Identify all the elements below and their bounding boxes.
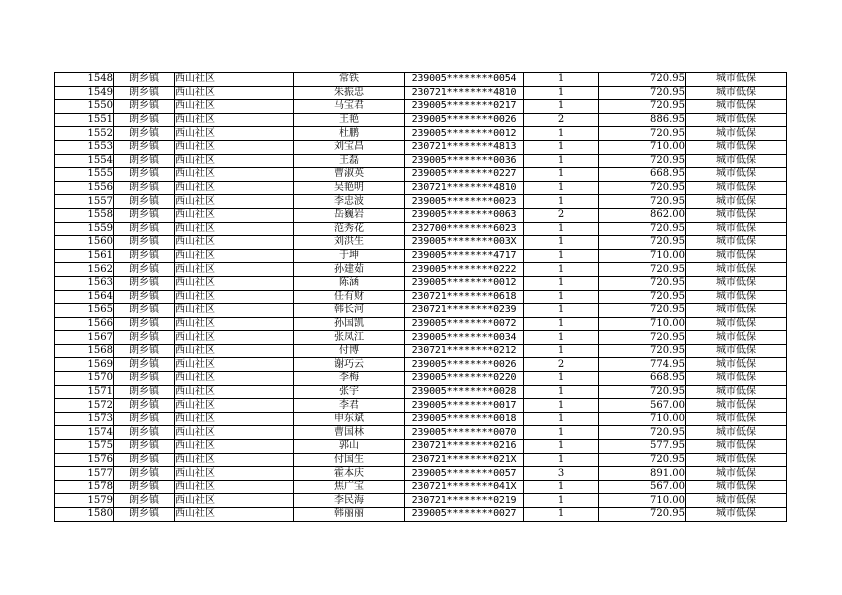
household-count-cell: 1 bbox=[524, 480, 599, 494]
table-row bbox=[55, 385, 787, 399]
town-cell: 朗乡镇 bbox=[114, 290, 175, 304]
table-row bbox=[55, 249, 787, 263]
amount-cell: 720.95 bbox=[599, 127, 686, 141]
row-index-cell: 1560 bbox=[55, 236, 114, 250]
community-cell: 西山社区 bbox=[175, 453, 294, 467]
name-cell: 韩长河 bbox=[294, 304, 405, 318]
name-cell: 李君 bbox=[294, 399, 405, 413]
town-cell: 朗乡镇 bbox=[114, 372, 175, 386]
table-row bbox=[55, 304, 787, 318]
town-cell: 朗乡镇 bbox=[114, 331, 175, 345]
assistance-type-cell: 城市低保 bbox=[686, 385, 787, 399]
town-cell: 朗乡镇 bbox=[114, 467, 175, 481]
table-row bbox=[55, 222, 787, 236]
household-count-cell: 1 bbox=[524, 276, 599, 290]
table-row bbox=[55, 453, 787, 467]
amount-cell: 710.00 bbox=[599, 412, 686, 426]
name-cell: 刘洪生 bbox=[294, 236, 405, 250]
town-cell: 朗乡镇 bbox=[114, 440, 175, 454]
town-cell: 朗乡镇 bbox=[114, 195, 175, 209]
amount-cell: 720.95 bbox=[599, 331, 686, 345]
table-row bbox=[55, 412, 787, 426]
row-index-cell: 1580 bbox=[55, 508, 114, 522]
town-cell: 朗乡镇 bbox=[114, 412, 175, 426]
table-row bbox=[55, 399, 787, 413]
id-number-cell: 232700********6023 bbox=[405, 222, 524, 236]
amount-cell: 720.95 bbox=[599, 344, 686, 358]
row-index-cell: 1563 bbox=[55, 276, 114, 290]
town-cell: 朗乡镇 bbox=[114, 208, 175, 222]
row-index-cell: 1577 bbox=[55, 467, 114, 481]
town-cell: 朗乡镇 bbox=[114, 222, 175, 236]
amount-cell: 720.95 bbox=[599, 290, 686, 304]
household-count-cell: 1 bbox=[524, 494, 599, 508]
town-cell: 朗乡镇 bbox=[114, 249, 175, 263]
community-cell: 西山社区 bbox=[175, 317, 294, 331]
id-number-cell: 230721********0618 bbox=[405, 290, 524, 304]
town-cell: 朗乡镇 bbox=[114, 154, 175, 168]
household-count-cell: 1 bbox=[524, 86, 599, 100]
id-number-cell: 239005********0023 bbox=[405, 195, 524, 209]
row-index-cell: 1566 bbox=[55, 317, 114, 331]
id-number-cell: 239005********0057 bbox=[405, 467, 524, 481]
household-count-cell: 1 bbox=[524, 73, 599, 87]
assistance-type-cell: 城市低保 bbox=[686, 140, 787, 154]
assistance-type-cell: 城市低保 bbox=[686, 276, 787, 290]
community-cell: 西山社区 bbox=[175, 86, 294, 100]
community-cell: 西山社区 bbox=[175, 154, 294, 168]
table-row bbox=[55, 140, 787, 154]
row-index-cell: 1564 bbox=[55, 290, 114, 304]
id-number-cell: 239005********0217 bbox=[405, 100, 524, 114]
table-row bbox=[55, 494, 787, 508]
community-cell: 西山社区 bbox=[175, 440, 294, 454]
household-count-cell: 1 bbox=[524, 195, 599, 209]
row-index-cell: 1571 bbox=[55, 385, 114, 399]
community-cell: 西山社区 bbox=[175, 331, 294, 345]
town-cell: 朗乡镇 bbox=[114, 276, 175, 290]
assistance-type-cell: 城市低保 bbox=[686, 480, 787, 494]
household-count-cell: 1 bbox=[524, 290, 599, 304]
assistance-type-cell: 城市低保 bbox=[686, 208, 787, 222]
town-cell: 朗乡镇 bbox=[114, 399, 175, 413]
row-index-cell: 1558 bbox=[55, 208, 114, 222]
community-cell: 西山社区 bbox=[175, 113, 294, 127]
town-cell: 朗乡镇 bbox=[114, 236, 175, 250]
assistance-type-cell: 城市低保 bbox=[686, 426, 787, 440]
household-count-cell: 1 bbox=[524, 317, 599, 331]
row-index-cell: 1565 bbox=[55, 304, 114, 318]
table-row bbox=[55, 154, 787, 168]
table-row bbox=[55, 181, 787, 195]
assistance-type-cell: 城市低保 bbox=[686, 86, 787, 100]
assistance-type-cell: 城市低保 bbox=[686, 154, 787, 168]
table-row bbox=[55, 113, 787, 127]
name-cell: 朱振忠 bbox=[294, 86, 405, 100]
amount-cell: 886.95 bbox=[599, 113, 686, 127]
name-cell: 王艳 bbox=[294, 113, 405, 127]
table-row bbox=[55, 358, 787, 372]
town-cell: 朗乡镇 bbox=[114, 426, 175, 440]
household-count-cell: 1 bbox=[524, 344, 599, 358]
community-cell: 西山社区 bbox=[175, 399, 294, 413]
name-cell: 孙国凯 bbox=[294, 317, 405, 331]
assistance-type-cell: 城市低保 bbox=[686, 181, 787, 195]
household-count-cell: 2 bbox=[524, 208, 599, 222]
household-count-cell: 2 bbox=[524, 358, 599, 372]
amount-cell: 720.95 bbox=[599, 181, 686, 195]
assistance-type-cell: 城市低保 bbox=[686, 236, 787, 250]
name-cell: 张宇 bbox=[294, 385, 405, 399]
table-row bbox=[55, 195, 787, 209]
table-row bbox=[55, 168, 787, 182]
community-cell: 西山社区 bbox=[175, 181, 294, 195]
assistance-type-cell: 城市低保 bbox=[686, 317, 787, 331]
town-cell: 朗乡镇 bbox=[114, 86, 175, 100]
household-count-cell: 1 bbox=[524, 263, 599, 277]
row-index-cell: 1555 bbox=[55, 168, 114, 182]
amount-cell: 720.95 bbox=[599, 508, 686, 522]
amount-cell: 720.95 bbox=[599, 100, 686, 114]
amount-cell: 891.00 bbox=[599, 467, 686, 481]
amount-cell: 720.95 bbox=[599, 154, 686, 168]
row-index-cell: 1556 bbox=[55, 181, 114, 195]
row-index-cell: 1568 bbox=[55, 344, 114, 358]
town-cell: 朗乡镇 bbox=[114, 317, 175, 331]
name-cell: 马宝君 bbox=[294, 100, 405, 114]
id-number-cell: 230721********4810 bbox=[405, 86, 524, 100]
row-index-cell: 1574 bbox=[55, 426, 114, 440]
row-index-cell: 1576 bbox=[55, 453, 114, 467]
id-number-cell: 239005********0034 bbox=[405, 331, 524, 345]
town-cell: 朗乡镇 bbox=[114, 480, 175, 494]
id-number-cell: 239005********0028 bbox=[405, 385, 524, 399]
community-cell: 西山社区 bbox=[175, 73, 294, 87]
community-cell: 西山社区 bbox=[175, 263, 294, 277]
amount-cell: 720.95 bbox=[599, 222, 686, 236]
row-index-cell: 1578 bbox=[55, 480, 114, 494]
amount-cell: 720.95 bbox=[599, 195, 686, 209]
table-row bbox=[55, 344, 787, 358]
id-number-cell: 239005********0072 bbox=[405, 317, 524, 331]
row-index-cell: 1557 bbox=[55, 195, 114, 209]
name-cell: 陈涵 bbox=[294, 276, 405, 290]
amount-cell: 567.00 bbox=[599, 480, 686, 494]
id-number-cell: 239005********0220 bbox=[405, 372, 524, 386]
name-cell: 谢巧云 bbox=[294, 358, 405, 372]
id-number-cell: 230721********4810 bbox=[405, 181, 524, 195]
name-cell: 付国生 bbox=[294, 453, 405, 467]
assistance-type-cell: 城市低保 bbox=[686, 344, 787, 358]
assistance-type-cell: 城市低保 bbox=[686, 508, 787, 522]
assistance-type-cell: 城市低保 bbox=[686, 195, 787, 209]
household-count-cell: 1 bbox=[524, 508, 599, 522]
assistance-type-cell: 城市低保 bbox=[686, 263, 787, 277]
name-cell: 曹国林 bbox=[294, 426, 405, 440]
amount-cell: 710.00 bbox=[599, 249, 686, 263]
id-number-cell: 239005********0018 bbox=[405, 412, 524, 426]
id-number-cell: 239005********0027 bbox=[405, 508, 524, 522]
household-count-cell: 1 bbox=[524, 412, 599, 426]
household-count-cell: 1 bbox=[524, 181, 599, 195]
town-cell: 朗乡镇 bbox=[114, 168, 175, 182]
assistance-type-cell: 城市低保 bbox=[686, 412, 787, 426]
row-index-cell: 1569 bbox=[55, 358, 114, 372]
community-cell: 西山社区 bbox=[175, 344, 294, 358]
household-count-cell: 2 bbox=[524, 113, 599, 127]
assistance-type-cell: 城市低保 bbox=[686, 304, 787, 318]
name-cell: 霍本庆 bbox=[294, 467, 405, 481]
table-row bbox=[55, 426, 787, 440]
amount-cell: 720.95 bbox=[599, 236, 686, 250]
amount-cell: 720.95 bbox=[599, 86, 686, 100]
household-count-cell: 3 bbox=[524, 467, 599, 481]
id-number-cell: 239005********4717 bbox=[405, 249, 524, 263]
name-cell: 刘宝昌 bbox=[294, 140, 405, 154]
amount-cell: 720.95 bbox=[599, 73, 686, 87]
name-cell: 韩丽丽 bbox=[294, 508, 405, 522]
community-cell: 西山社区 bbox=[175, 358, 294, 372]
table-row bbox=[55, 331, 787, 345]
table-row bbox=[55, 508, 787, 522]
name-cell: 张凤江 bbox=[294, 331, 405, 345]
household-count-cell: 1 bbox=[524, 154, 599, 168]
amount-cell: 710.00 bbox=[599, 494, 686, 508]
town-cell: 朗乡镇 bbox=[114, 127, 175, 141]
assistance-type-cell: 城市低保 bbox=[686, 494, 787, 508]
community-cell: 西山社区 bbox=[175, 140, 294, 154]
community-cell: 西山社区 bbox=[175, 208, 294, 222]
row-index-cell: 1550 bbox=[55, 100, 114, 114]
id-number-cell: 239005********0070 bbox=[405, 426, 524, 440]
name-cell: 范秀花 bbox=[294, 222, 405, 236]
household-count-cell: 1 bbox=[524, 372, 599, 386]
assistance-type-cell: 城市低保 bbox=[686, 100, 787, 114]
table-row bbox=[55, 86, 787, 100]
town-cell: 朗乡镇 bbox=[114, 100, 175, 114]
household-count-cell: 1 bbox=[524, 426, 599, 440]
row-index-cell: 1559 bbox=[55, 222, 114, 236]
row-index-cell: 1567 bbox=[55, 331, 114, 345]
id-number-cell: 239005********0012 bbox=[405, 127, 524, 141]
community-cell: 西山社区 bbox=[175, 494, 294, 508]
id-number-cell: 239005********0054 bbox=[405, 73, 524, 87]
household-count-cell: 1 bbox=[524, 304, 599, 318]
name-cell: 焦广宝 bbox=[294, 480, 405, 494]
id-number-cell: 239005********0012 bbox=[405, 276, 524, 290]
assistance-type-cell: 城市低保 bbox=[686, 453, 787, 467]
town-cell: 朗乡镇 bbox=[114, 344, 175, 358]
id-number-cell: 230721********0219 bbox=[405, 494, 524, 508]
household-count-cell: 1 bbox=[524, 168, 599, 182]
name-cell: 付博 bbox=[294, 344, 405, 358]
table-row bbox=[55, 127, 787, 141]
table-row bbox=[55, 290, 787, 304]
town-cell: 朗乡镇 bbox=[114, 263, 175, 277]
amount-cell: 862.00 bbox=[599, 208, 686, 222]
community-cell: 西山社区 bbox=[175, 236, 294, 250]
id-number-cell: 230721********0239 bbox=[405, 304, 524, 318]
amount-cell: 720.95 bbox=[599, 453, 686, 467]
community-cell: 西山社区 bbox=[175, 304, 294, 318]
id-number-cell: 239005********0222 bbox=[405, 263, 524, 277]
town-cell: 朗乡镇 bbox=[114, 73, 175, 87]
amount-cell: 710.00 bbox=[599, 140, 686, 154]
community-cell: 西山社区 bbox=[175, 195, 294, 209]
community-cell: 西山社区 bbox=[175, 168, 294, 182]
row-index-cell: 1572 bbox=[55, 399, 114, 413]
community-cell: 西山社区 bbox=[175, 127, 294, 141]
town-cell: 朗乡镇 bbox=[114, 453, 175, 467]
table-row bbox=[55, 100, 787, 114]
amount-cell: 567.00 bbox=[599, 399, 686, 413]
community-cell: 西山社区 bbox=[175, 276, 294, 290]
household-count-cell: 1 bbox=[524, 331, 599, 345]
table-row bbox=[55, 263, 787, 277]
id-number-cell: 239005********003X bbox=[405, 236, 524, 250]
id-number-cell: 230721********0216 bbox=[405, 440, 524, 454]
community-cell: 西山社区 bbox=[175, 222, 294, 236]
household-count-cell: 1 bbox=[524, 140, 599, 154]
household-count-cell: 1 bbox=[524, 249, 599, 263]
community-cell: 西山社区 bbox=[175, 412, 294, 426]
id-number-cell: 230721********021X bbox=[405, 453, 524, 467]
assistance-type-cell: 城市低保 bbox=[686, 222, 787, 236]
table-row bbox=[55, 317, 787, 331]
row-index-cell: 1548 bbox=[55, 73, 114, 87]
assistance-type-cell: 城市低保 bbox=[686, 168, 787, 182]
id-number-cell: 239005********0227 bbox=[405, 168, 524, 182]
assistance-type-cell: 城市低保 bbox=[686, 399, 787, 413]
town-cell: 朗乡镇 bbox=[114, 181, 175, 195]
assistance-type-cell: 城市低保 bbox=[686, 73, 787, 87]
amount-cell: 720.95 bbox=[599, 304, 686, 318]
amount-cell: 577.95 bbox=[599, 440, 686, 454]
name-cell: 申东斌 bbox=[294, 412, 405, 426]
amount-cell: 720.95 bbox=[599, 426, 686, 440]
name-cell: 于坤 bbox=[294, 249, 405, 263]
town-cell: 朗乡镇 bbox=[114, 113, 175, 127]
id-number-cell: 239005********0026 bbox=[405, 358, 524, 372]
household-count-cell: 1 bbox=[524, 222, 599, 236]
community-cell: 西山社区 bbox=[175, 100, 294, 114]
id-number-cell: 230721********0212 bbox=[405, 344, 524, 358]
household-count-cell: 1 bbox=[524, 100, 599, 114]
row-index-cell: 1549 bbox=[55, 86, 114, 100]
amount-cell: 668.95 bbox=[599, 168, 686, 182]
amount-cell: 668.95 bbox=[599, 372, 686, 386]
name-cell: 杜鹏 bbox=[294, 127, 405, 141]
town-cell: 朗乡镇 bbox=[114, 304, 175, 318]
household-count-cell: 1 bbox=[524, 385, 599, 399]
row-index-cell: 1552 bbox=[55, 127, 114, 141]
table-row bbox=[55, 236, 787, 250]
community-cell: 西山社区 bbox=[175, 426, 294, 440]
row-index-cell: 1562 bbox=[55, 263, 114, 277]
community-cell: 西山社区 bbox=[175, 508, 294, 522]
table-body bbox=[55, 73, 787, 522]
name-cell: 李梅 bbox=[294, 372, 405, 386]
table-row bbox=[55, 372, 787, 386]
row-index-cell: 1554 bbox=[55, 154, 114, 168]
amount-cell: 720.95 bbox=[599, 276, 686, 290]
assistance-type-cell: 城市低保 bbox=[686, 372, 787, 386]
name-cell: 岳巍岩 bbox=[294, 208, 405, 222]
row-index-cell: 1551 bbox=[55, 113, 114, 127]
id-number-cell: 230721********041X bbox=[405, 480, 524, 494]
id-number-cell: 239005********0036 bbox=[405, 154, 524, 168]
id-number-cell: 239005********0017 bbox=[405, 399, 524, 413]
row-index-cell: 1570 bbox=[55, 372, 114, 386]
town-cell: 朗乡镇 bbox=[114, 385, 175, 399]
name-cell: 王磊 bbox=[294, 154, 405, 168]
name-cell: 李民海 bbox=[294, 494, 405, 508]
allowance-table bbox=[54, 72, 787, 522]
amount-cell: 720.95 bbox=[599, 385, 686, 399]
town-cell: 朗乡镇 bbox=[114, 508, 175, 522]
name-cell: 郭山 bbox=[294, 440, 405, 454]
name-cell: 吴艳明 bbox=[294, 181, 405, 195]
assistance-type-cell: 城市低保 bbox=[686, 113, 787, 127]
assistance-type-cell: 城市低保 bbox=[686, 440, 787, 454]
row-index-cell: 1575 bbox=[55, 440, 114, 454]
assistance-type-cell: 城市低保 bbox=[686, 331, 787, 345]
assistance-type-cell: 城市低保 bbox=[686, 290, 787, 304]
table-row bbox=[55, 276, 787, 290]
household-count-cell: 1 bbox=[524, 399, 599, 413]
id-number-cell: 239005********0026 bbox=[405, 113, 524, 127]
household-count-cell: 1 bbox=[524, 440, 599, 454]
table-row bbox=[55, 208, 787, 222]
community-cell: 西山社区 bbox=[175, 249, 294, 263]
name-cell: 李忠波 bbox=[294, 195, 405, 209]
community-cell: 西山社区 bbox=[175, 385, 294, 399]
assistance-type-cell: 城市低保 bbox=[686, 249, 787, 263]
row-index-cell: 1573 bbox=[55, 412, 114, 426]
household-count-cell: 1 bbox=[524, 453, 599, 467]
community-cell: 西山社区 bbox=[175, 372, 294, 386]
community-cell: 西山社区 bbox=[175, 467, 294, 481]
amount-cell: 774.95 bbox=[599, 358, 686, 372]
assistance-type-cell: 城市低保 bbox=[686, 358, 787, 372]
town-cell: 朗乡镇 bbox=[114, 140, 175, 154]
row-index-cell: 1579 bbox=[55, 494, 114, 508]
name-cell: 孙建茹 bbox=[294, 263, 405, 277]
name-cell: 曹淑英 bbox=[294, 168, 405, 182]
household-count-cell: 1 bbox=[524, 127, 599, 141]
table-row bbox=[55, 480, 787, 494]
name-cell: 常铁 bbox=[294, 73, 405, 87]
assistance-type-cell: 城市低保 bbox=[686, 127, 787, 141]
table-row bbox=[55, 467, 787, 481]
town-cell: 朗乡镇 bbox=[114, 494, 175, 508]
id-number-cell: 230721********4813 bbox=[405, 140, 524, 154]
name-cell: 任有财 bbox=[294, 290, 405, 304]
row-index-cell: 1561 bbox=[55, 249, 114, 263]
table-row bbox=[55, 73, 787, 87]
town-cell: 朗乡镇 bbox=[114, 358, 175, 372]
id-number-cell: 239005********0063 bbox=[405, 208, 524, 222]
assistance-type-cell: 城市低保 bbox=[686, 467, 787, 481]
row-index-cell: 1553 bbox=[55, 140, 114, 154]
amount-cell: 720.95 bbox=[599, 263, 686, 277]
community-cell: 西山社区 bbox=[175, 290, 294, 304]
table-row bbox=[55, 440, 787, 454]
community-cell: 西山社区 bbox=[175, 480, 294, 494]
household-count-cell: 1 bbox=[524, 236, 599, 250]
amount-cell: 710.00 bbox=[599, 317, 686, 331]
